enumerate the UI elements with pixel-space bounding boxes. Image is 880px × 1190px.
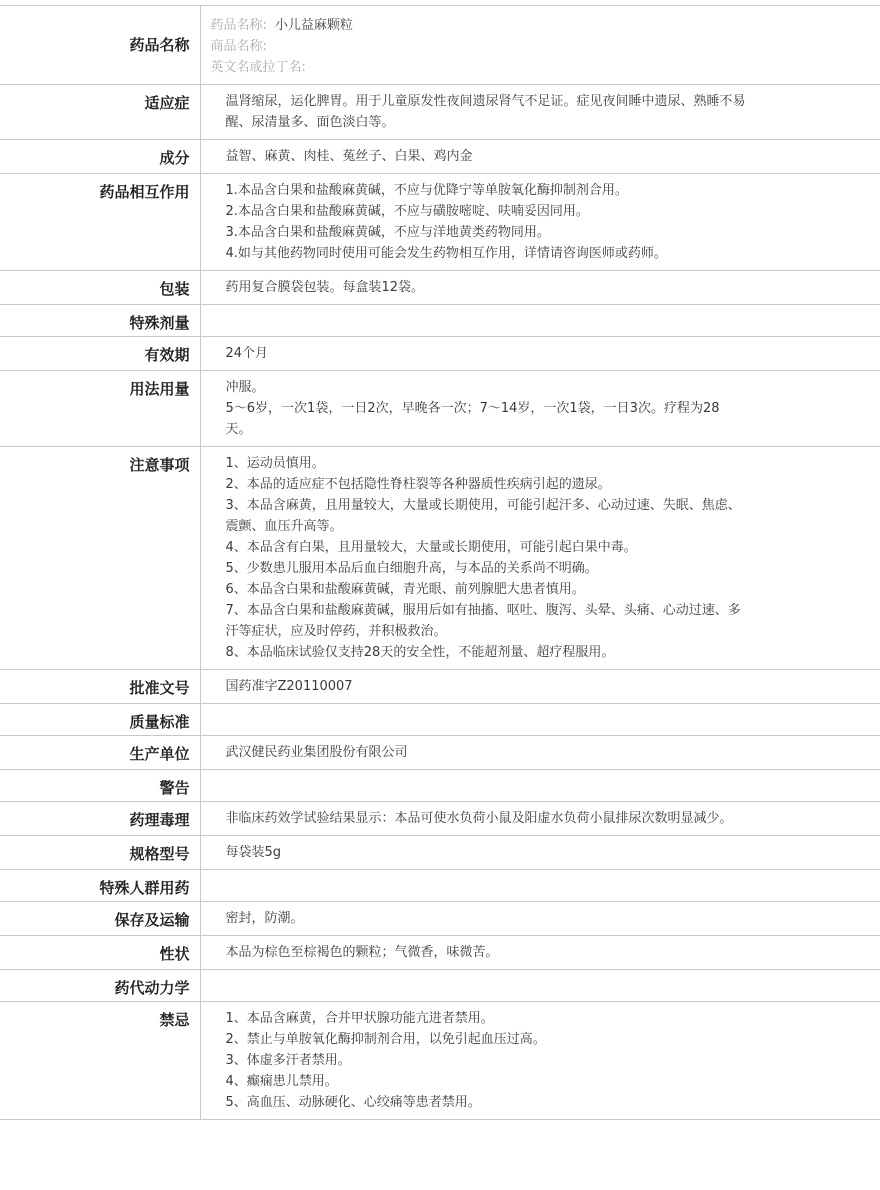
info-row-usage (0, 371, 880, 447)
row-value-warning (200, 770, 880, 802)
generic-name-value: 小儿益麻颗粒 (274, 18, 353, 33)
row-label-specification: 规格型号 (0, 836, 200, 870)
row-value-package (200, 271, 880, 305)
info-row-approval_number (0, 670, 880, 704)
row-label-approval_number: 批准文号 (0, 670, 200, 704)
row-value-indication (200, 85, 880, 140)
row-value-specification (200, 836, 880, 870)
row-value-precautions (200, 447, 880, 670)
drug-name-cell (200, 6, 880, 85)
row-value-line: 温肾缩尿，运化脾胃。用于儿童原发性夜间遗尿肾气不足证。症见夜间睡中遗尿、熟睡不易 (225, 94, 746, 109)
row-value-text (226, 377, 791, 440)
row-value-contraindications (200, 1002, 880, 1120)
row-value-text (226, 908, 791, 929)
row-value-line: 3、本品含麻黄，且用量较大，大量或长期使用，可能引起汗多、心动过速、失眠、焦虑、 (225, 498, 741, 513)
row-label-special_dosage: 特殊剂量 (0, 305, 200, 337)
row-label-special_population: 特殊人群用药 (0, 870, 200, 902)
row-label-contraindications: 禁忌 (0, 1002, 200, 1120)
row-value-usage (200, 371, 880, 447)
row-value-line: 7、本品含白果和盐酸麻黄碱，服用后如有抽搐、呕吐、腹泻、头晕、头痛、心动过速、多 (225, 603, 741, 618)
row-value-line: 益智、麻黄、肉桂、菟丝子、白果、鸡内金 (225, 149, 473, 164)
row-value-quality_standard (200, 704, 880, 736)
row-value-approval_number (200, 670, 880, 704)
info-row-ingredients (0, 140, 880, 174)
trade-name-line (211, 36, 869, 57)
row-value-line: 震颤、血压升高等。 (225, 519, 343, 534)
row-value-text (226, 676, 791, 697)
trade-name-label: 商品名称: (210, 39, 267, 54)
row-value-line: 1、本品含麻黄，合并甲状腺功能亢进者禁用。 (225, 1011, 494, 1026)
row-value-line: 5、少数患儿服用本品后血白细胞升高，与本品的关系尚不明确。 (225, 561, 598, 576)
row-value-line: 汗等症状，应及时停药，并积极救治。 (225, 624, 447, 639)
info-row-special_dosage (0, 305, 880, 337)
english-name-label: 英文名或拉丁名: (210, 60, 306, 75)
row-label-indication: 适应症 (0, 85, 200, 140)
info-row-special_population (0, 870, 880, 902)
row-value-line: 8、本品临床试验仅支持28天的安全性，不能超剂量、超疗程服用。 (225, 645, 615, 660)
drug-info-table (0, 5, 880, 1120)
drug-name-label: 药品名称 (0, 6, 200, 85)
row-label-quality_standard: 质量标准 (0, 704, 200, 736)
row-value-line: 2、禁止与单胺氧化酶抑制剂合用，以免引起血压过高。 (225, 1032, 546, 1047)
row-value-line: 4.如与其他药物同时使用可能会发生药物相互作用，详情请咨询医师或药师。 (225, 246, 667, 261)
row-label-package: 包装 (0, 271, 200, 305)
info-row-quality_standard (0, 704, 880, 736)
row-value-line: 每袋装5g (225, 845, 282, 860)
row-value-line: 2、本品的适应症不包括隐性脊柱裂等各种器质性疾病引起的遗尿。 (225, 477, 611, 492)
row-value-text (226, 343, 791, 364)
row-label-precautions: 注意事项 (0, 447, 200, 670)
row-label-description: 性状 (0, 936, 200, 970)
row-value-text (226, 808, 791, 829)
info-row-indication (0, 85, 880, 140)
generic-name-label: 药品名称: (210, 18, 267, 33)
row-label-pharmacokinetics: 药代动力学 (0, 970, 200, 1002)
row-label-warning: 警告 (0, 770, 200, 802)
row-value-text (226, 180, 791, 264)
row-value-line: 4、本品含有白果，且用量较大，大量或长期使用，可能引起白果中毒。 (225, 540, 637, 555)
row-value-line: 6、本品含白果和盐酸麻黄碱，青光眼、前列腺肥大患者慎用。 (225, 582, 585, 597)
row-value-line: 2.本品含白果和盐酸麻黄碱，不应与磺胺嘧啶、呋喃妥因同用。 (225, 204, 589, 219)
info-row-description (0, 936, 880, 970)
row-value-line: 3.本品含白果和盐酸麻黄碱，不应与洋地黄类药物同用。 (225, 225, 550, 240)
row-label-validity: 有效期 (0, 337, 200, 371)
row-value-line: 天。 (225, 422, 252, 437)
row-value-interactions (200, 174, 880, 271)
row-value-text (226, 91, 791, 133)
row-value-manufacturer (200, 736, 880, 770)
row-value-special_population (200, 870, 880, 902)
row-value-validity (200, 337, 880, 371)
row-value-storage (200, 902, 880, 936)
row-value-line: 5～6岁，一次1袋，一日2次，早晚各一次；7～14岁，一次1袋，一日3次。疗程为28 (225, 401, 720, 416)
row-value-text (226, 1008, 791, 1113)
row-label-storage: 保存及运输 (0, 902, 200, 936)
row-value-line: 4、癫痫患儿禁用。 (225, 1074, 338, 1089)
english-name-line (211, 57, 869, 78)
row-value-line: 国药准字Z20110007 (225, 679, 353, 694)
info-row-interactions (0, 174, 880, 271)
row-label-usage: 用法用量 (0, 371, 200, 447)
row-value-line: 1.本品含白果和盐酸麻黄碱，不应与优降宁等单胺氧化酶抑制剂合用。 (225, 183, 628, 198)
info-row-pharmacology (0, 802, 880, 836)
info-row-package (0, 271, 880, 305)
info-row-pharmacokinetics (0, 970, 880, 1002)
info-row-precautions (0, 447, 880, 670)
info-row-specification (0, 836, 880, 870)
row-value-text (226, 453, 791, 663)
row-label-manufacturer: 生产单位 (0, 736, 200, 770)
info-row-validity (0, 337, 880, 371)
row-value-description (200, 936, 880, 970)
row-value-line: 密封，防潮。 (225, 911, 304, 926)
row-value-line: 3、体虚多汗者禁用。 (225, 1053, 351, 1068)
row-value-pharmacokinetics (200, 970, 880, 1002)
row-value-line: 本品为棕色至棕褐色的颗粒；气微香，味微苦。 (225, 945, 499, 960)
generic-name-line (211, 15, 869, 36)
info-row-storage (0, 902, 880, 936)
row-label-ingredients: 成分 (0, 140, 200, 174)
row-value-pharmacology (200, 802, 880, 836)
row-value-text (226, 277, 791, 298)
row-value-line: 1、运动员慎用。 (225, 456, 325, 471)
drug-name-row (0, 6, 880, 85)
row-value-ingredients (200, 140, 880, 174)
row-value-line: 冲服。 (225, 380, 265, 395)
row-value-special_dosage (200, 305, 880, 337)
row-value-text (226, 146, 791, 167)
row-value-line: 醒、尿清量多、面色淡白等。 (225, 115, 395, 130)
row-value-text (226, 842, 791, 863)
row-value-line: 24个月 (225, 346, 269, 361)
row-value-line: 武汉健民药业集团股份有限公司 (225, 745, 408, 760)
row-value-text (226, 742, 791, 763)
info-row-warning (0, 770, 880, 802)
row-value-line: 非临床药效学试验结果显示：本品可使水负荷小鼠及阳虚水负荷小鼠排尿次数明显减少。 (225, 811, 733, 826)
row-value-text (226, 942, 791, 963)
info-row-manufacturer (0, 736, 880, 770)
row-label-pharmacology: 药理毒理 (0, 802, 200, 836)
row-value-line: 药用复合膜袋包装。每盒装12袋。 (225, 280, 425, 295)
info-row-contraindications (0, 1002, 880, 1120)
row-label-interactions: 药品相互作用 (0, 174, 200, 271)
row-value-line: 5、高血压、动脉硬化、心绞痛等患者禁用。 (225, 1095, 481, 1110)
